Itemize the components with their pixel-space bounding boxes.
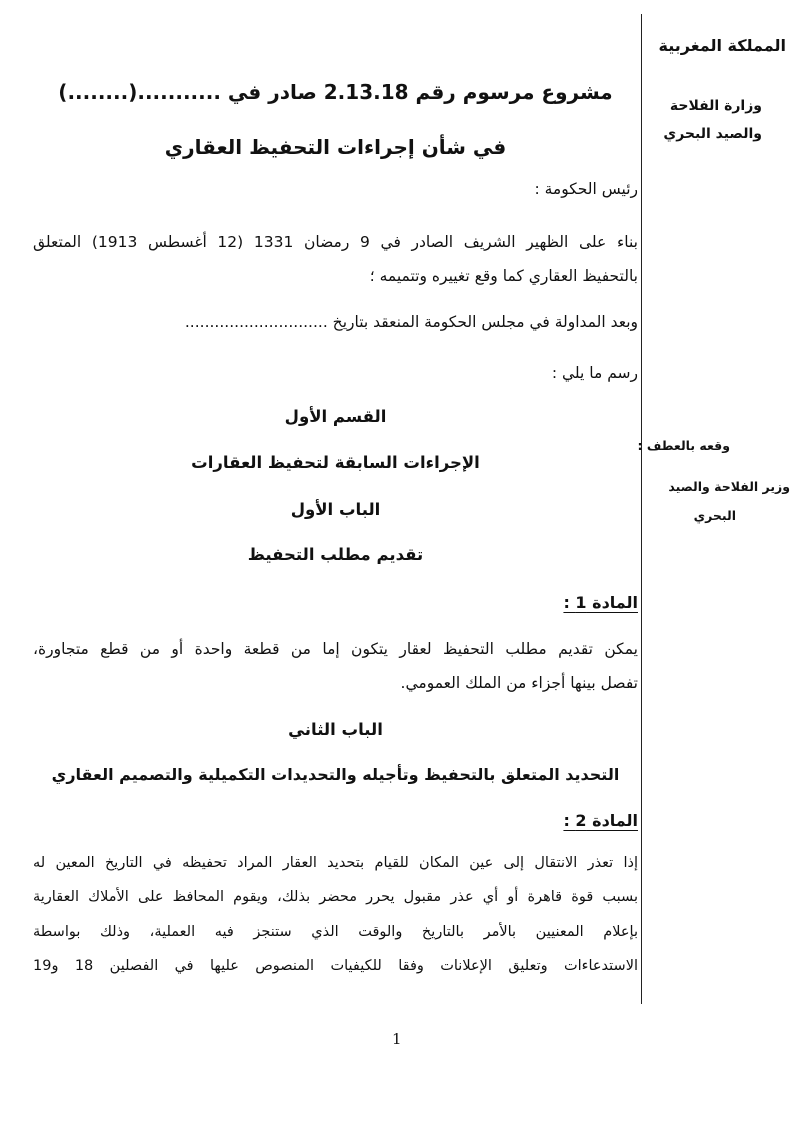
article-label: المادة 1 :: [563, 593, 638, 612]
preamble-head: رئيس الحكومة :: [534, 180, 638, 198]
sidebar-ministry-line2: والصيد البحري: [663, 126, 762, 142]
article-text-line: تفصل بينها أجزاء من الملك العمومي.: [400, 674, 638, 692]
article-label: المادة 2 :: [563, 811, 638, 830]
article-text-line: الاستدعاءات وتعليق الإعلانات وفقا للكيفيات المنصوص عليها في الفصلين 18 و19: [33, 958, 638, 974]
document-body: [33, 0, 638, 1010]
sidebar-countersign-label: وقعه بالعطف :: [637, 438, 730, 453]
part-subtitle: الإجراءات السابقة لتحفيظ العقارات: [191, 453, 480, 472]
preamble-deliberation: وبعد المداولة في مجلس الحكومة المنعقد بتاريخ .............................: [184, 313, 638, 331]
part-title: القسم الأول: [284, 407, 387, 426]
article-text-line: بإعلام المعنيين بالأمر بالتاريخ والوقت الذي ستنجز فيه العملية، وذلك بواسطة: [33, 924, 638, 940]
article-text-line: بسبب قوة قاهرة أو أي عذر مقبول يحرر محضر بذلك، ويقوم المحافظ على الأملاك العقارية: [33, 889, 638, 905]
preamble-decree: رسم ما يلي :: [551, 364, 638, 382]
margin-divider: [641, 14, 642, 1004]
page-number: 1: [392, 1030, 402, 1048]
decree-title: مشروع مرسوم رقم 2.13.18 صادر في ...........(........): [58, 80, 613, 104]
article-text-line: يمكن تقديم مطلب التحفيظ لعقار يتكون إما من قطعة واحدة أو من قطع متجاورة،: [33, 640, 638, 658]
chapter-title: الباب الأول: [290, 500, 381, 519]
decree-subject: في شأن إجراءات التحفيظ العقاري: [164, 135, 507, 159]
article-text-line: إذا تعذر الانتقال إلى عين المكان للقيام بتحديد العقار المراد تحفيظه في التاريخ المعين له: [33, 855, 638, 871]
sidebar-kingdom: المملكة المغربية: [658, 36, 786, 55]
sidebar-countersign-line2: البحري: [693, 508, 736, 523]
chapter-subtitle: التحديد المتعلق بالتحفيظ وتأجيله والتحديدات التكميلية والتصميم العقاري: [51, 765, 620, 784]
sidebar-countersign-line1: وزير الفلاحة والصيد: [668, 479, 790, 494]
sidebar-ministry-line1: وزارة الفلاحة: [669, 98, 762, 114]
chapter-title: الباب الثاني: [288, 720, 383, 739]
preamble-line: بالتحفيظ العقاري كما وقع تغييره وتتميمه ؛: [369, 267, 638, 285]
chapter-subtitle: تقديم مطلب التحفيظ: [247, 545, 424, 564]
preamble-line: بناء على الظهير الشريف الصادر في 9 رمضان 1331 (12 أغسطس 1913) المتعلق: [33, 233, 638, 251]
